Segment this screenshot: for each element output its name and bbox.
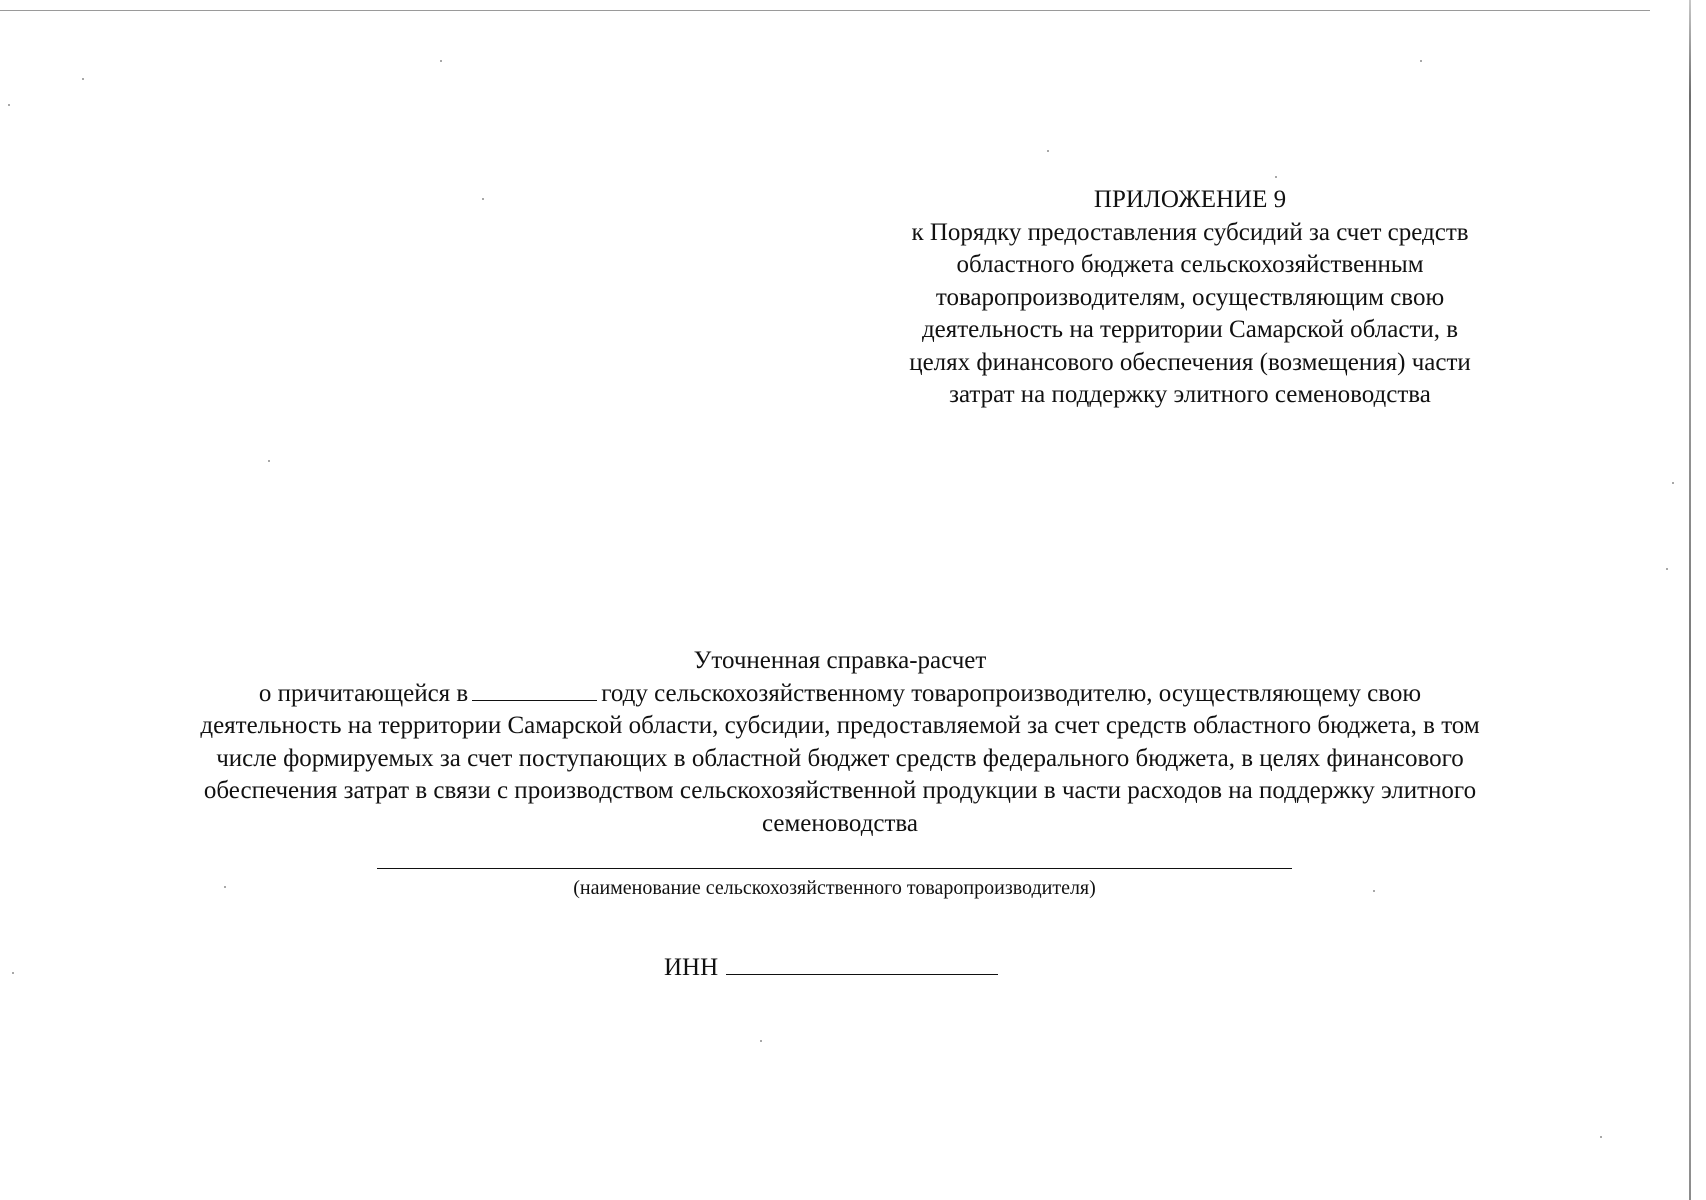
appendix-line: целях финансового обеспечения (возмещения) части [909,348,1471,376]
appendix-line: затрат на поддержку элитного семеноводства [949,381,1431,408]
scan-speck [1373,890,1375,892]
scan-speck [82,78,84,80]
scan-speck [440,60,442,62]
appendix-line: областного бюджета сельскохозяйственным [956,251,1424,278]
heading-line: деятельность на территории Самарской области, субсидии, предоставляемой за счет средств областного бюджета, в том [200,712,1480,739]
heading-line1-before: о причитающейся в [258,679,469,707]
heading-line: числе формируемых за счет поступающих в областной бюджет средств федерального бюджета, в целях финансового [216,744,1464,772]
heading-line: семеноводства [761,809,919,837]
heading-line [90,678,1590,711]
producer-name-blank-field[interactable] [377,868,1292,869]
producer-name-caption: (наименование сельскохозяйственного товаропроизводителя) [573,877,1096,899]
document-title: Уточненная справка-расчет [693,647,987,674]
scan-speck [1600,1136,1602,1138]
appendix-line: к Порядку предоставления субсидий за счет средств [911,218,1469,246]
scan-speck [8,104,10,106]
scan-right-edge [1689,0,1691,1200]
scan-speck [1666,568,1668,570]
scan-speck [760,1040,762,1042]
year-blank-field[interactable] [472,678,597,701]
heading-line1-after: году сельскохозяйственному товаропроизводителю, осуществляющему свою [601,679,1422,707]
scan-speck [268,460,270,462]
scan-speck [1672,482,1674,484]
inn-label: ИНН [664,954,719,981]
scan-speck [12,972,14,974]
scan-top-edge [0,10,1650,11]
heading-line: обеспечения затрат в связи с производством сельскохозяйственной продукции в части расходов на поддержку элитного [203,777,1477,804]
appendix-line: товаропроизводителям, осуществляющим свою [935,283,1445,311]
appendix-block [900,184,1480,412]
scan-speck [482,198,484,200]
scan-speck [224,886,226,888]
document-heading [90,645,1590,840]
appendix-line: деятельность на территории Самарской области, в [921,316,1459,343]
inn-blank-field[interactable] [726,950,998,975]
scan-speck [1275,176,1277,178]
scan-speck [1420,60,1422,62]
scan-speck [1047,150,1049,152]
inn-row [664,950,998,984]
appendix-title: ПРИЛОЖЕНИЕ 9 [1093,186,1287,213]
